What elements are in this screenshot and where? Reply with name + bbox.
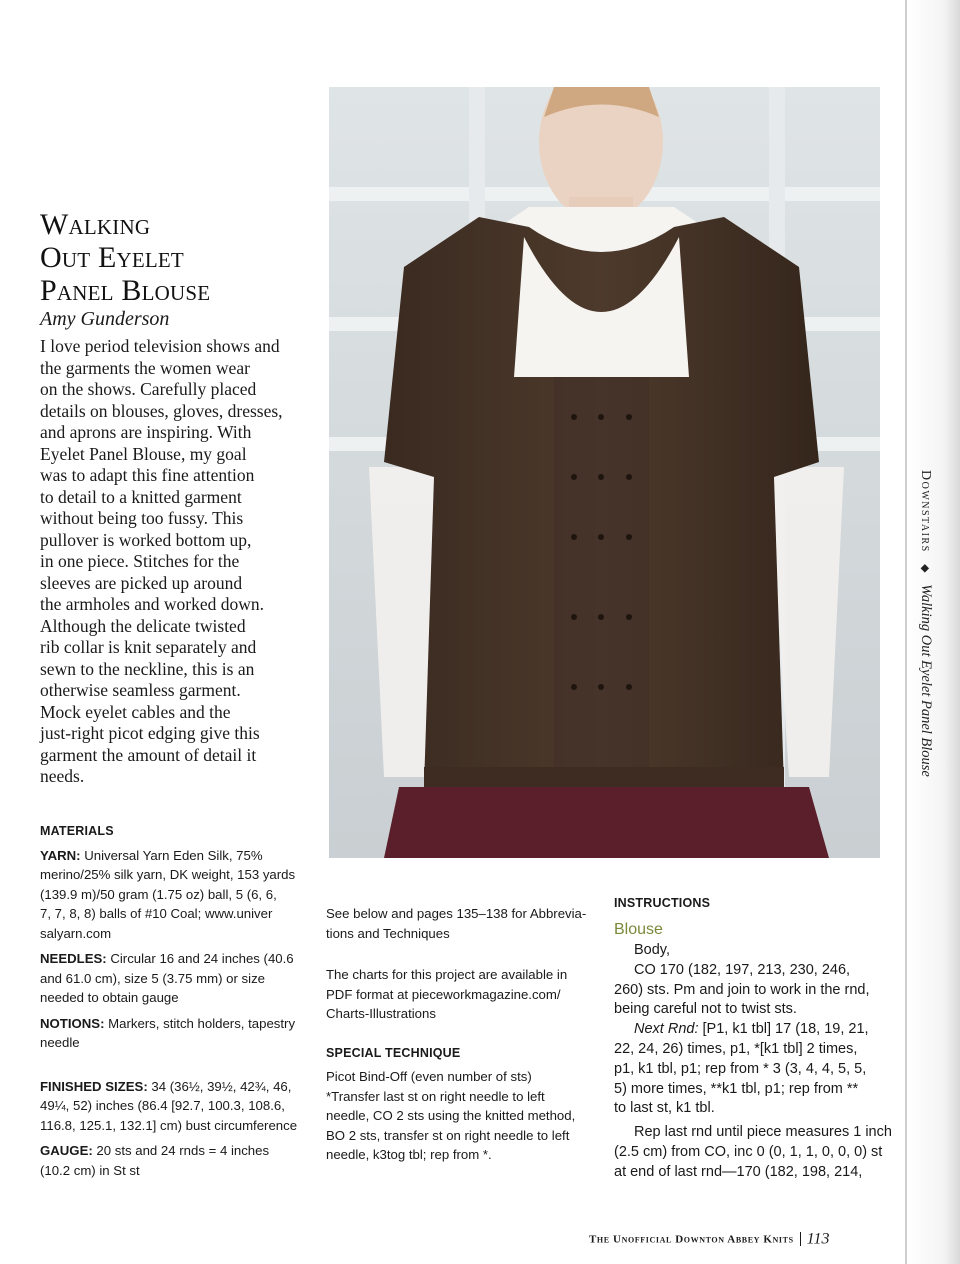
book-title: The Unofficial Downton Abbey Knits (589, 1233, 794, 1246)
body-label: Body, (634, 942, 671, 958)
diamond-icon: ◆ (919, 564, 931, 573)
co-line: CO 170 (182, 197, 213, 230, 246, (634, 961, 851, 978)
intro-line: pullover is worked bottom up, (40, 529, 252, 550)
special-technique-line: Picot Bind-Off (even number of sts) (326, 1069, 532, 1084)
intro-line: I love period television shows and (40, 336, 280, 356)
special-technique-line: *Transfer last st on right needle to left (326, 1088, 545, 1104)
yarn-label: YARN: (40, 847, 81, 863)
notions-text: needle (40, 1035, 80, 1050)
section-name: Downstairs (918, 470, 933, 553)
materials-column (40, 822, 308, 1186)
yarn-text: (139.9 m)/50 gram (1.75 oz) ball, 5 (6, 6, (40, 886, 277, 902)
next-rnd-label: Next Rnd: (634, 1021, 699, 1038)
running-title: Walking Out Eyelet Panel Blouse (918, 584, 934, 777)
co-line: being careful not to twist sts. (614, 1001, 797, 1018)
next-rnd-line: 22, 24, 26) times, p1, *[k1 tbl] 2 times, (614, 1040, 858, 1057)
page-number: 113 (806, 1230, 830, 1248)
charts-text: Charts-Illustrations (326, 1006, 436, 1021)
blouse-subheading: Blouse (614, 920, 663, 938)
intro-line: the armholes and worked down. (40, 594, 265, 614)
abbreviations-note (326, 904, 587, 943)
finished-sizes-text: 34 (36½, 39½, 42¾, 46, (147, 1078, 292, 1094)
gauge-text: 20 sts and 24 rnds = 4 inches (92, 1143, 270, 1158)
page-edge-rule (905, 0, 907, 1264)
instructions-column (614, 894, 892, 1183)
abbreviations-text: tions and Techniques (326, 925, 450, 941)
intro-line: was to adapt this fine attention (40, 465, 255, 485)
notions-text: Markers, stitch holders, tapestry (104, 1015, 296, 1031)
charts-note (326, 965, 584, 1024)
rep-line: (2.5 cm) from CO, inc 0 (0, 1, 1, 0, 0, 0) st (614, 1143, 883, 1160)
yarn-text: merino/25% silk yarn, DK weight, 153 yards (40, 867, 296, 882)
notes-column (326, 904, 587, 1165)
page-footer (589, 1230, 829, 1248)
footer-divider (800, 1232, 801, 1246)
finished-sizes-label: FINISHED SIZES: (40, 1078, 148, 1094)
intro-line: the garments the women wear (40, 357, 250, 378)
intro-paragraph (40, 336, 312, 788)
author-name: Amy Gunderson (40, 308, 170, 330)
intro-line: to detail to a knitted garment (40, 486, 242, 507)
intro-line: Mock eyelet cables and the (40, 701, 231, 722)
yarn-text: salyarn.com (40, 925, 112, 941)
intro-line: just-right picot edging give this (40, 723, 260, 743)
rep-line: at end of last rnd—170 (182, 198, 214, (614, 1163, 863, 1180)
special-technique-heading: SPECIAL TECHNIQUE (326, 1045, 461, 1060)
special-technique-line: BO 2 sts, transfer st on right needle to left (326, 1127, 570, 1143)
needles-text: needed to obtain gauge (40, 990, 179, 1005)
notions-label: NOTIONS: (40, 1015, 105, 1031)
needles-label: NEEDLES: (40, 951, 107, 966)
charts-text: PDF format at pieceworkmagazine.com/ (326, 986, 561, 1002)
intro-line: sleeves are picked up around (40, 572, 243, 593)
instructions-body (614, 941, 892, 1183)
pattern-title (40, 208, 320, 307)
title-line: Walking (40, 208, 151, 241)
notions-spec (40, 1014, 308, 1053)
intro-line: on the shows. Carefully placed (40, 379, 257, 399)
intro-line: sewn to the neckline, this is an (40, 658, 255, 679)
special-technique-text (326, 1067, 584, 1165)
intro-line: Eyelet Panel Blouse, my goal (40, 443, 247, 464)
special-technique-line: needle, k3tog tbl; rep from *. (326, 1147, 492, 1162)
intro-line: garment the amount of detail it (40, 744, 257, 765)
next-rnd-line: 5) more times, **k1 tbl, p1; rep from ** (614, 1080, 859, 1097)
yarn-text: 7, 7, 8, 8) balls of #10 Coal; www.univer (40, 906, 273, 921)
title-line: Panel Blouse (40, 274, 211, 307)
charts-text: The charts for this project are available in (326, 967, 568, 982)
finished-sizes-text: 49¼, 52) inches (86.4 [92.7, 100.3, 108.6, (40, 1098, 285, 1113)
next-rnd-line: p1, k1 tbl, p1; rep from * 3 (3, 4, 4, 5, 5, (614, 1060, 867, 1077)
abbreviations-text: See below and pages 135–138 for Abbrevia- (326, 906, 587, 921)
next-rnd-line: to last st, k1 tbl. (614, 1100, 715, 1117)
yarn-spec (40, 846, 308, 944)
needles-spec (40, 949, 308, 1008)
next-rnd-line: [P1, k1 tbl] 17 (18, 19, 21, (698, 1021, 869, 1038)
intro-line: and aprons are inspiring. With (40, 422, 252, 442)
finished-sizes-text: 116.8, 125.1, 132.1] cm) bust circumference (40, 1117, 298, 1133)
yarn-text: Universal Yarn Eden Silk, 75% (80, 847, 263, 863)
title-line: Out Eyelet (40, 241, 184, 274)
special-technique-line: needle, CO 2 sts using the knitted method, (326, 1108, 576, 1123)
intro-line: in one piece. Stitches for the (40, 551, 240, 571)
needles-text: Circular 16 and 24 inches (40.6 (106, 951, 294, 966)
co-line: 260) sts. Pm and join to work in the rnd, (614, 981, 870, 998)
finished-sizes-spec (40, 1077, 308, 1136)
rep-line: Rep last rnd until piece measures 1 inch (634, 1124, 892, 1141)
garment-photo (329, 87, 880, 858)
intro-line: without being too fussy. This (40, 508, 244, 528)
running-head (910, 470, 940, 810)
needles-text: and 61.0 cm), size 5 (3.75 mm) or size (40, 970, 265, 986)
intro-line: otherwise seamless garment. (40, 680, 241, 700)
gauge-text: (10.2 cm) in St st (40, 1162, 140, 1178)
instructions-heading: INSTRUCTIONS (614, 896, 711, 910)
intro-line: details on blouses, gloves, dresses, (40, 400, 283, 421)
gauge-spec (40, 1141, 308, 1180)
intro-line: needs. (40, 766, 85, 786)
intro-line: rib collar is knit separately and (40, 637, 257, 657)
materials-heading: MATERIALS (40, 824, 114, 838)
gauge-label: GAUGE: (40, 1143, 93, 1158)
intro-line: Although the delicate twisted (40, 615, 246, 636)
